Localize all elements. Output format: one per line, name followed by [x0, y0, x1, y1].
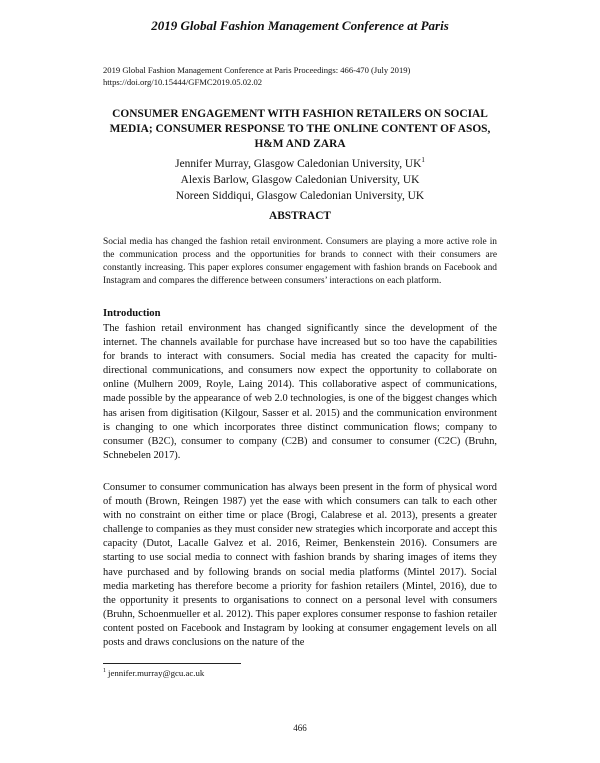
author-line — [100, 172, 500, 188]
paper-title: CONSUMER ENGAGEMENT WITH FASHION RETAILERS ON SOCIAL MEDIA; CONSUMER RESPONSE TO THE ONLINE CONTENT OF ASOS, H&M AND ZARA — [109, 108, 491, 150]
abstract-heading: ABSTRACT — [268, 210, 332, 222]
author-name: Noreen Siddiqui, Glasgow Caledonian University, UK — [175, 190, 425, 202]
author-line — [100, 156, 500, 172]
abstract-text: Social media has changed the fashion retail environment. Consumers are playing a more active role in the communication process and the opportunities for brands to connect with their consumers are constantly increasing. This paper explores consumer engagement with fashion brands on Facebook and Instagram and compares the difference between consumers’ interactions on each platform. — [103, 237, 497, 286]
introduction-heading: Introduction — [103, 308, 161, 319]
page-number: 466 — [293, 723, 307, 733]
footnote-mark: 1 — [103, 668, 106, 675]
conference-header: 2019 Global Fashion Management Conference at Paris — [151, 18, 449, 33]
proceedings-line: 2019 Global Fashion Management Conference at Paris Proceedings: 466-470 (July 2019) — [103, 65, 411, 75]
footnote-email[interactable]: jennifer.murray@gcu.ac.uk — [108, 668, 205, 678]
body-paragraph: Consumer to consumer communication has always been present in the form of physical word of mouth (Brown, Reingen 1987) yet the ease with which consumers can talk to each other with no constraint on either time or place (Brogi, Calabrese et al. 2013), presents a greater challenge to companies as they must consider new strategies which incorporate and accept this capacity (Dutot, Lacalle Galvez et al. 2016, Reimer, Benkenstein 2016). Consumers are starting to use social media to connect with fashion brands by sharing images of items they have purchased and by following brands on social media platforms (Mintel 2017). Social media marketing has therefore become a priority for fashion retailers (Mintel, 2016), due to the opportunity it presents to organisations to connect on a personal level with consumers (Bruhn, Schoenmueller et al. 2012). This paper explores consumer response to fashion retailer content posted on Facebook and Instagram by looking at consumer engagement levels on all posts and draws conclusions on the nature of the — [103, 482, 497, 649]
doi-link[interactable]: https://doi.org/10.15444/GFMC2019.05.02.02 — [103, 77, 263, 87]
author-line — [100, 188, 500, 204]
proceedings-info — [103, 64, 503, 88]
footnote — [103, 668, 204, 678]
author-name: Jennifer Murray, Glasgow Caledonian University, UK — [175, 158, 422, 170]
body-paragraph: The fashion retail environment has changed significantly since the development of the internet. The channels available for purchase have increased but so too have the capabilities for brands to interact with consumers. Social media has created the capacity for multi-directional communications, and consumers now expect the opportunity to collaborate on online (Mulhern 2009, Royle, Laing 2014). This collaborative aspect of communications, made possible by the appearance of web 2.0 technologies, is one of the biggest changes which has arisen from digitisation (Kilgour, Sasser et al. 2015) and the communication environment is changing to one which incorporates three distinct communication flows; company to consumer (B2C), consumer to company (C2B) and consumer to consumer (C2C) (Bruhn, Schnebelen 2017). — [103, 323, 497, 461]
author-name: Alexis Barlow, Glasgow Caledonian University, UK — [180, 174, 420, 186]
footnote-mark: 1 — [421, 156, 425, 165]
footnote-divider — [103, 663, 241, 664]
author-list — [100, 156, 500, 204]
